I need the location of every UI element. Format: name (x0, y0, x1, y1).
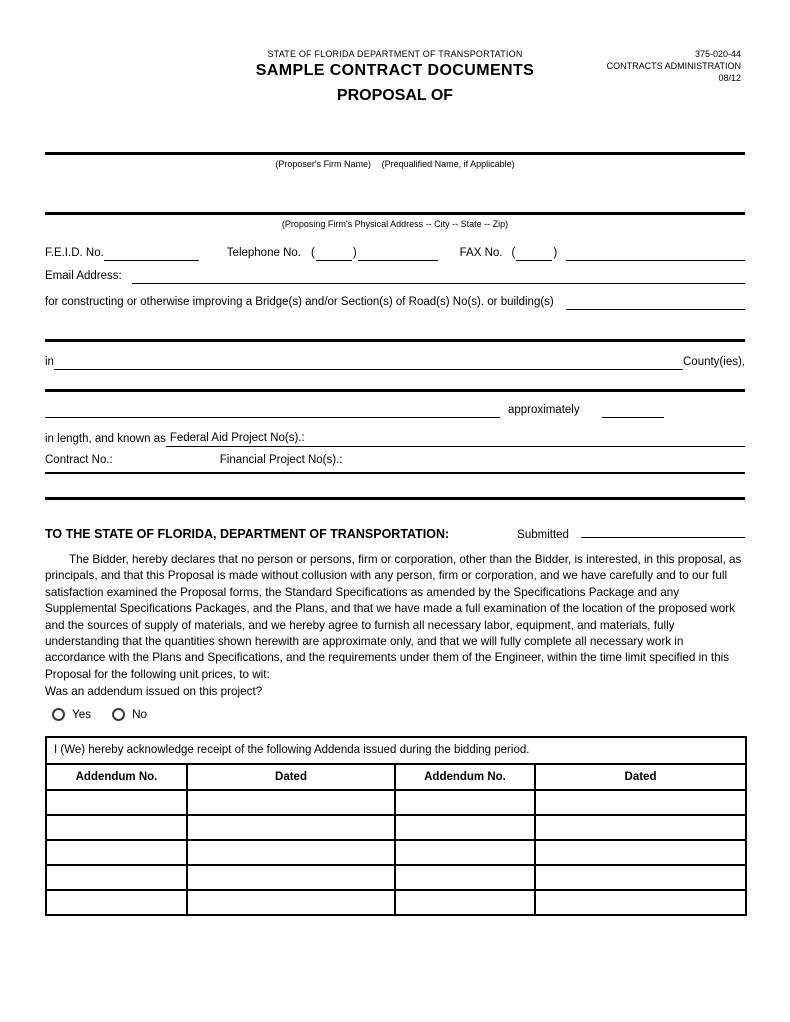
addenda-empty-row (46, 815, 746, 840)
telephone-area-open-paren: ( (310, 247, 315, 259)
no-label: No (132, 707, 148, 721)
addenda-table (45, 736, 747, 916)
addendum-no-option[interactable] (112, 708, 147, 721)
federal-aid-label: Federal Aid Project No(s).: (169, 432, 305, 444)
constructing-text: for constructing or otherwise improving a Bridge(s) and/or Section(s) of Road(s) No(s). or building(s) (45, 296, 554, 308)
addenda-cell[interactable] (395, 790, 535, 815)
form-content (45, 0, 745, 916)
fax-number-line[interactable] (566, 246, 745, 261)
fax-area-code-line[interactable] (516, 246, 552, 261)
yes-radio-icon[interactable] (52, 708, 65, 721)
form-id-block (607, 48, 741, 84)
addenda-cell[interactable] (395, 815, 535, 840)
feid-input-line[interactable] (104, 246, 199, 261)
section-divider-line (45, 339, 745, 342)
addendum-question: Was an addendum issued on this project? (45, 685, 263, 699)
col-addendum-no-2: Addendum No. (395, 764, 535, 790)
fax-area-open-paren: ( (511, 247, 516, 259)
email-input-line[interactable] (132, 269, 745, 284)
addenda-empty-row (46, 865, 746, 890)
firm-name-caption (45, 159, 745, 169)
constructing-row (45, 295, 745, 310)
telephone-area-code-line[interactable] (316, 246, 352, 261)
contract-row (45, 453, 745, 474)
addenda-empty-row (46, 840, 746, 865)
addenda-cell[interactable] (46, 840, 187, 865)
salutation-row (45, 523, 745, 543)
col-dated-2: Dated (535, 764, 746, 790)
approximately-label: approximately (508, 404, 580, 416)
acknowledgment-text: I (We) hereby acknowledge receipt of the following Addenda issued during the bidding period. (46, 737, 746, 764)
addenda-cell[interactable] (535, 815, 746, 840)
doc-title: SAMPLE CONTRACT DOCUMENTS (255, 62, 535, 79)
contract-no-label: Contract No.: (45, 454, 113, 466)
salutation-text: TO THE STATE OF FLORIDA, DEPARTMENT OF TRANSPORTATION: (45, 527, 450, 541)
feid-telephone-fax-row (45, 246, 745, 261)
email-row (45, 269, 745, 284)
description-input-line[interactable] (45, 403, 500, 418)
addenda-cell[interactable] (187, 865, 395, 890)
col-addendum-no-1: Addendum No. (46, 764, 187, 790)
email-label: Email Address: (45, 270, 122, 282)
no-radio-icon[interactable] (112, 708, 125, 721)
office-name: CONTRACTS ADMINISTRATION (606, 61, 741, 71)
acknowledgment-row (46, 737, 746, 764)
addenda-cell[interactable] (535, 840, 746, 865)
firm-name-caption-2: (Prequalified Name, if Applicable) (381, 159, 515, 169)
addendum-radio-group (45, 708, 745, 721)
firm-address-caption: (Proposing Firm's Physical Address -- City -- State -- Zip) (281, 219, 509, 229)
addendum-yes-option[interactable] (52, 708, 91, 721)
road-number-input-line[interactable] (566, 295, 745, 310)
fax-label: FAX No. (459, 247, 503, 259)
addenda-cell[interactable] (46, 815, 187, 840)
addenda-empty-row (46, 890, 746, 915)
length-input-line[interactable] (602, 403, 664, 418)
county-row (45, 355, 745, 370)
addenda-cell[interactable] (187, 815, 395, 840)
financial-project-label: Financial Project No(s).: (219, 454, 343, 466)
addenda-cell[interactable] (395, 840, 535, 865)
federal-aid-row (45, 431, 745, 447)
section-divider-line (45, 497, 745, 500)
form-number: 375-020-44 (694, 49, 741, 59)
telephone-number-line[interactable] (358, 246, 438, 261)
declaration-paragraph: The Bidder, hereby declares that no person or persons, firm or corporation, other than the Bidder, is interested, in this proposal, as principals, and that this Proposal is made without collusion with any person, firm or corporation, and we have carefully and to our full satisfaction examined the Proposal forms, the Standard Specifications as amended by the Specifications Package and any Supplemental Specifications Packages, and the Plans, and that we have made a full examination of the location of the proposed work and the sources of supply of materials, and we hereby agree to furnish all necessary labor, equipment, and materials, fully understanding that the quantities shown herewith are approximate only, and that we will fully complete all necessary work in accordance with the Plans and Specifications, and the requirements under them of the Engineer, within the time limit specified in this Proposal for the following unit prices, to wit: (45, 553, 742, 681)
addenda-cell[interactable] (535, 790, 746, 815)
addenda-cell[interactable] (46, 790, 187, 815)
in-length-label: in length, and known as (45, 433, 166, 445)
revision-date: 08/12 (718, 73, 741, 83)
col-dated-1: Dated (187, 764, 395, 790)
in-label: in (45, 356, 54, 368)
form-header (45, 0, 745, 105)
addenda-cell[interactable] (395, 890, 535, 915)
counties-label: County(ies), (683, 356, 745, 368)
federal-aid-input-line[interactable] (166, 431, 745, 447)
approximately-row (45, 403, 745, 418)
addenda-cell[interactable] (535, 890, 746, 915)
addenda-cell[interactable] (46, 890, 187, 915)
section-divider-line (45, 389, 745, 392)
yes-label: Yes (72, 707, 92, 721)
firm-name-caption-1: (Proposer's Firm Name) (275, 159, 372, 169)
addenda-cell[interactable] (187, 890, 395, 915)
firm-name-input-line[interactable] (45, 152, 745, 155)
fax-area-close-paren: ) (553, 247, 558, 259)
county-input-line[interactable] (54, 355, 683, 370)
addenda-cell[interactable] (46, 865, 187, 890)
submitted-date-line[interactable] (581, 523, 745, 538)
firm-address-input-line[interactable] (45, 212, 745, 215)
addenda-cell[interactable] (395, 865, 535, 890)
telephone-label: Telephone No. (226, 247, 301, 259)
addenda-empty-row (46, 790, 746, 815)
submitted-label: Submitted (517, 529, 569, 541)
telephone-area-close-paren: ) (352, 247, 357, 259)
addenda-cell[interactable] (187, 840, 395, 865)
addenda-table-body (46, 790, 746, 915)
addenda-cell[interactable] (187, 790, 395, 815)
column-header-row (46, 764, 746, 790)
doc-subtitle: PROPOSAL OF (336, 87, 454, 104)
addenda-cell[interactable] (535, 865, 746, 890)
feid-label: F.E.I.D. No. (45, 247, 104, 259)
agency-line: STATE OF FLORIDA DEPARTMENT OF TRANSPORTATION (267, 49, 523, 59)
